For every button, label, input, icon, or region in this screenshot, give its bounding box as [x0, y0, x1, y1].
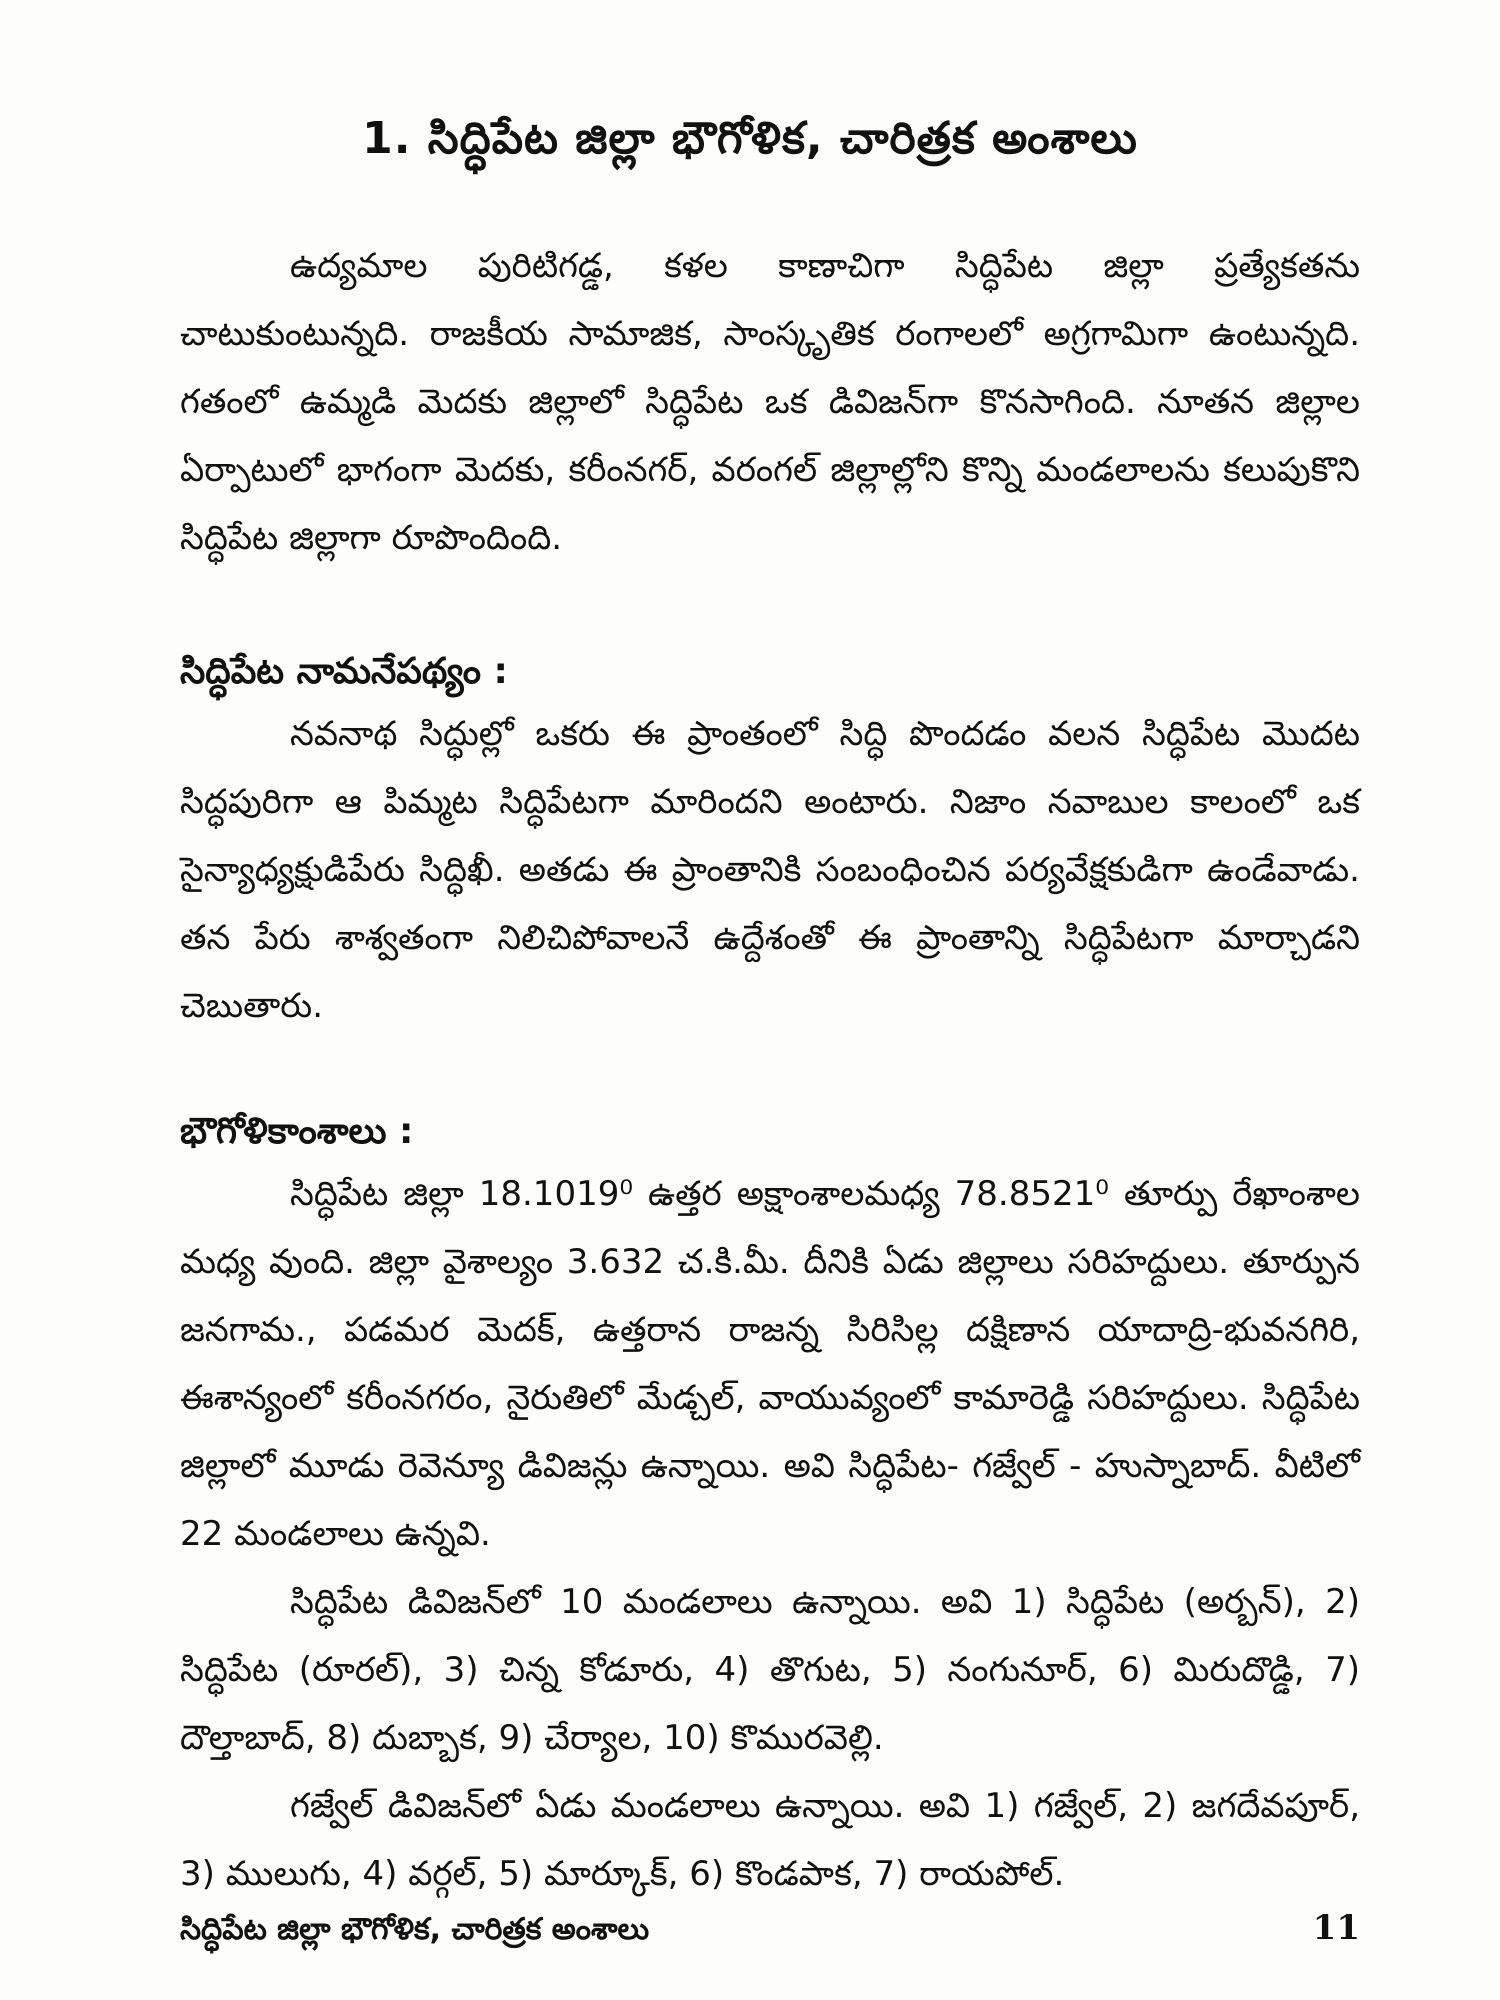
chapter-title: 1. సిద్ధిపేట జిల్లా భౌగోళిక, చారిత్రక అంశాలు	[362, 113, 1138, 165]
running-footer-title: సిద్ధిపేట జిల్లా భౌగోళిక, చారిత్రక అంశాలు	[180, 1912, 650, 1947]
geography-section	[180, 1160, 1360, 1908]
page-number: 11	[1312, 1908, 1360, 1948]
name-origin-heading: సిద్ధిపేట నామనేపథ్యం :	[180, 651, 508, 692]
intro-paragraph: ఉద్యమాల పురిటిగడ్డ, కళల కాణాచిగా సిద్ధిపేట జిల్లా ప్రత్యేకతను చాటుకుంటున్నది. రాజకీయ సామాజిక, సాంస్కృతిక రంగాలలో అగ్రగామిగా ఉంటున్నది. గతంలో ఉమ్మడి మెదకు జిల్లాలో సిద్ధిపేట ఒక డివిజన్‌గా కొనసాగింది. నూతన జిల్లాల ఏర్పాటులో భాగంగా మెదకు, కరీంనగర్, వరంగల్ జిల్లాల్లోని కొన్ని మండలాలను కలుపుకొని సిద్ధిపేట జిల్లాగా రూపొందింది.	[180, 246, 1360, 558]
name-origin-section	[180, 700, 1360, 1040]
geography-paragraph-overview: సిద్ధిపేట జిల్లా 18.1019⁰ ఉత్తర అక్షాంశాలమధ్య 78.8521⁰ తూర్పు రేఖాంశాల మధ్య వుంది. జిల్లా వైశాల్యం 3.632 చ.కి.మీ. దీనికి ఏడు జిల్లాలు సరిహద్దులు. తూర్పున జనగామ., పడమర మెదక్, ఉత్తరాన రాజన్న సిరిసిల్ల దక్షిణాన యాదాద్రి-భువనగిరి, ఈశాన్యంలో కరీంనగరం, నైరుతిలో మేడ్చల్, వాయువ్యంలో కామారెడ్డి సరిహద్దులు. సిద్ధిపేట జిల్లాలో మూడు రెవెన్యూ డివిజన్లు ఉన్నాయి. అవి సిద్ధిపేట- గజ్వేల్ - హుస్నాబాద్. వీటిలో 22 మండలాలు ఉన్నవి.	[180, 1174, 1360, 1554]
geography-paragraph-gajwel-division: గజ్వేల్ డివిజన్‌లో ఏడు మండలాలు ఉన్నాయి. అవి 1) గజ్వేల్, 2) జగదేవపూర్, 3) ములుగు, 4) వర్గల్, 5) మార్కూక్, 6) కొండపాక, 7) రాయపోల్.	[180, 1786, 1360, 1894]
name-origin-paragraph: నవనాథ సిద్ధుల్లో ఒకరు ఈ ప్రాంతంలో సిద్ధి పొందడం వలన సిద్ధిపేట మొదట సిద్ధపురిగా ఆ పిమ్మట సిద్ధిపేటగా మారిందని అంటారు. నిజాం నవాబుల కాలంలో ఒక సైన్యాధ్యక్షుడిపేరు సిద్ధిఖీ. అతడు ఈ ప్రాంతానికి సంబంధించిన పర్యవేక్షకుడిగా ఉండేవాడు. తన పేరు శాశ్వతంగా నిలిచిపోవాలనే ఉద్దేశంతో ఈ ప్రాంతాన్ని సిద్ధిపేటగా మార్చాడని చెబుతారు.	[180, 714, 1360, 1026]
intro-section	[180, 232, 1360, 572]
geography-paragraph-siddipet-division: సిద్ధిపేట డివిజన్‌లో 10 మండలాలు ఉన్నాయి. అవి 1) సిద్ధిపేట (అర్బన్), 2) సిద్ధిపేట (రూరల్), 3) చిన్న కోడూరు, 4) తొగుట, 5) నంగునూర్, 6) మిరుదొడ్డి, 7) దౌల్తాబాద్, 8) దుబ్బాక, 9) చేర్యాల, 10) కొమురవెల్లి.	[180, 1582, 1360, 1758]
geography-heading: భౌగోళికాంశాలు :	[180, 1111, 414, 1152]
